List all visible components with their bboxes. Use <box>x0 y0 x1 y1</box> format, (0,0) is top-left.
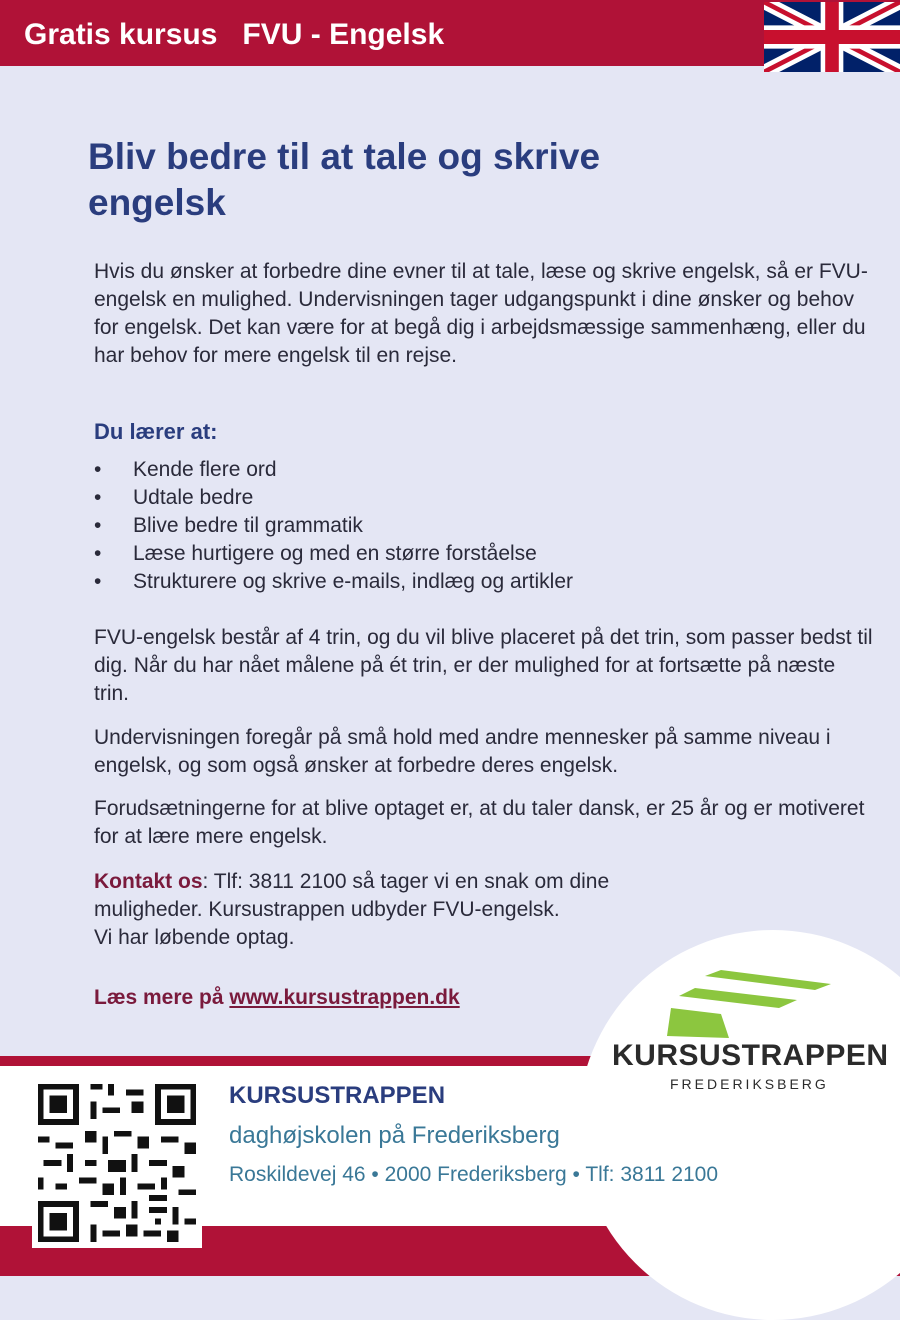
stairs-logo-icon <box>665 968 835 1040</box>
header-title: Gratis kursus FVU - Engelsk <box>24 18 445 51</box>
learn-item: • Udtale bedre <box>94 484 573 512</box>
org-name: KURSUSTRAPPEN <box>229 1082 446 1109</box>
steps-paragraph: FVU-engelsk består af 4 trin, og du vil blive placeret på det trin, som passer bedst til dig. Når du har nået målene på ét trin, er der mulighed for at fortsætte på næste trin. <box>94 626 873 705</box>
headline: Bliv bedre til at tale og skrive engelsk <box>88 136 601 223</box>
contact-line-3: Vi har løbende optag. <box>94 926 295 949</box>
read-more-label: Læs mere på <box>94 986 230 1009</box>
contact-line-1: : Tlf: 3811 2100 så tager vi en snak om dine <box>202 870 610 893</box>
teaching-paragraph: Undervisningen foregår på små hold med andre mennesker på samme niveau i engelsk, og som også ønsker at forbedre deres engelsk. <box>94 726 831 777</box>
learn-item: • Kende flere ord <box>94 456 573 484</box>
website-link[interactable]: www.kursustrappen.dk <box>229 986 460 1009</box>
logo-subtitle: FREDERIKSBERG <box>670 1076 829 1092</box>
qr-code-icon[interactable] <box>32 1078 202 1248</box>
learn-heading: Du lærer at: <box>94 419 218 444</box>
learn-item: • Strukturere og skrive e-mails, indlæg og artikler <box>94 568 573 596</box>
org-subtitle: daghøjskolen på Frederiksberg <box>229 1122 560 1149</box>
org-address: Roskildevej 46 • 2000 Frederiksberg • Tlf: 3811 2100 <box>229 1163 719 1186</box>
intro-paragraph: Hvis du ønsker at forbedre dine evner til at tale, læse og skrive engelsk, så er FVU-engelsk en mulighed. Undervisningen tager udgangspunkt i dine ønsker og behov for engelsk. Det kan være for at begå dig i arbejdsmæssige sammenhæng, eller du har behov for mere engelsk til en rejse. <box>94 260 868 367</box>
learn-list <box>94 456 573 596</box>
logo-name: KURSUSTRAPPEN <box>612 1039 889 1072</box>
requirements-paragraph: Forudsætningerne for at blive optaget er, at du taler dansk, er 25 år og er motiveret for at lære mere engelsk. <box>94 797 865 848</box>
contact-label: Kontakt os <box>94 870 203 893</box>
learn-item: • Læse hurtigere og med en større forståelse <box>94 540 573 568</box>
uk-flag-icon <box>764 2 900 72</box>
learn-item: • Blive bedre til grammatik <box>94 512 573 540</box>
read-more <box>94 986 460 1010</box>
contact-line-2: muligheder. Kursustrappen udbyder FVU-engelsk. <box>94 898 560 921</box>
